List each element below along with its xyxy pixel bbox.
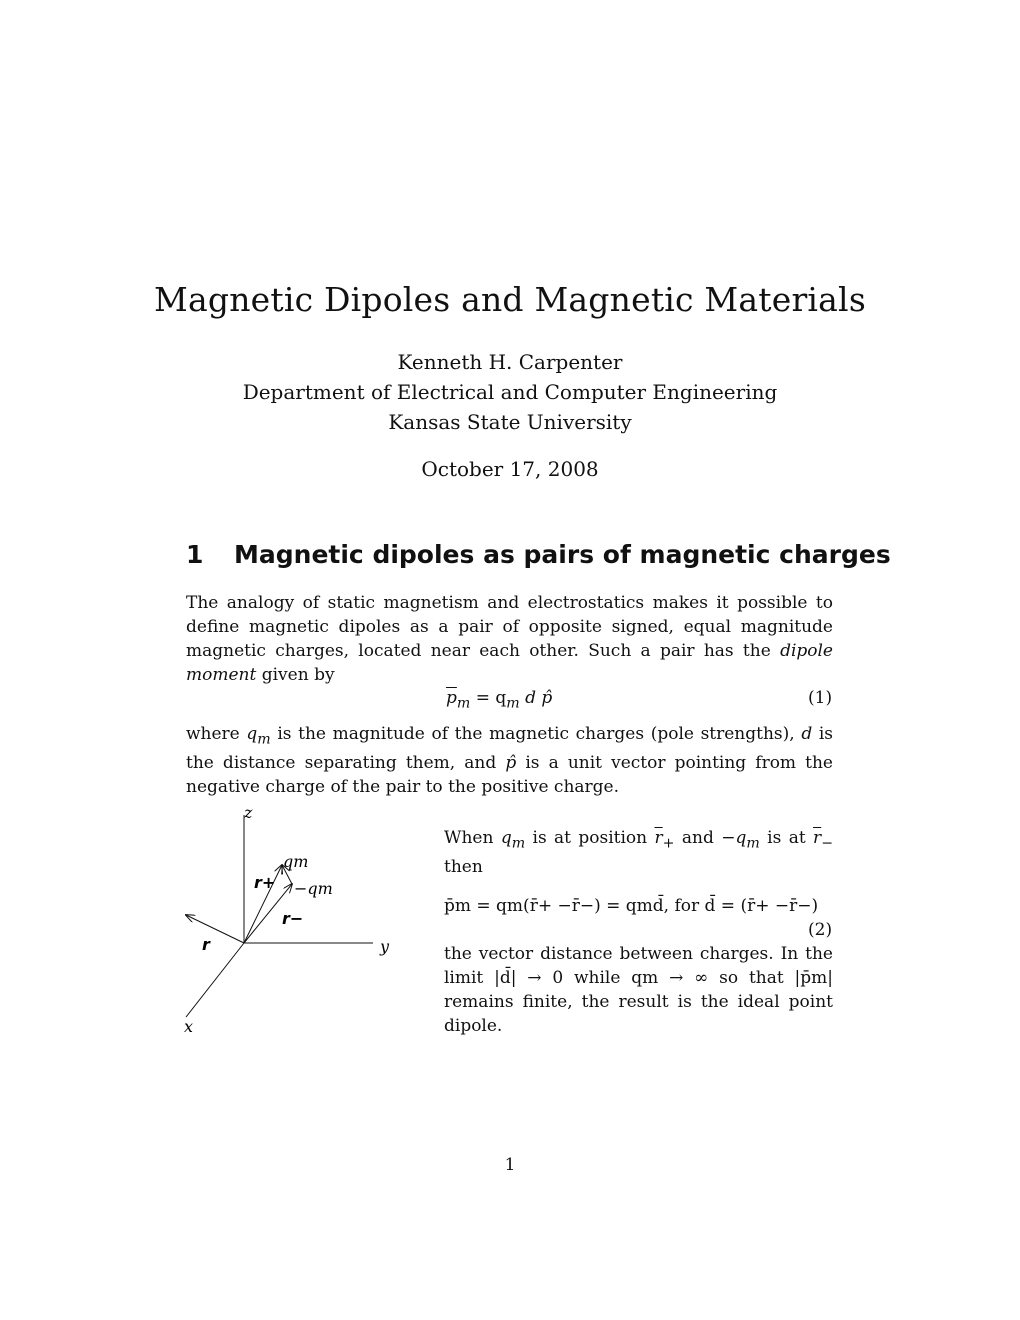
side-text-intro [444, 826, 833, 879]
def-text-3: is the distance separating them, and [186, 724, 833, 774]
side-then: then [444, 857, 483, 878]
definition-paragraph [186, 722, 833, 799]
page-number: 1 [504, 1155, 516, 1175]
def-text-1: where [186, 724, 247, 744]
side-minus-q-sub: m [746, 835, 760, 852]
minus-qm-label: −qm [294, 879, 333, 898]
r-minus-label: r− [282, 909, 304, 928]
equation-2-number: (2) [808, 920, 833, 940]
intro-text-a: The analogy of static magnetism and electrostatics makes it possible to define magnetic dipoles as a pair of opposite signed, equal magnitude magnetic charges, located near each other. Such a pair has the [186, 593, 833, 661]
eq1-rhs: = q [475, 688, 507, 708]
eq1-lhs-sub: m [456, 695, 471, 712]
author-university: Kansas State University [388, 410, 632, 434]
side-text-limit: the vector distance between charges. In the limit |d̄| → 0 while qm → ∞ so that |p̄m| remains finite, the result is the ideal point dipole. [444, 944, 833, 1036]
author-name: Kenneth H. Carpenter [397, 350, 623, 374]
eq1-lhs: $\overline{p}$ [446, 688, 457, 708]
def-q: q [246, 724, 258, 744]
side-is-at: is at position [532, 828, 648, 848]
def-q-sub: m [257, 731, 271, 748]
eq1-rhs-rest: d p̂ [519, 688, 553, 708]
def-text-4: is a unit vector pointing from the negative charge of the pair to the positive charge. [186, 753, 833, 798]
eq1-rhs-sub: m [506, 695, 520, 712]
side-q-sub: m [511, 835, 526, 852]
def-d: d [801, 724, 813, 744]
side-rplus: $\overline{r}$ [654, 828, 663, 848]
side-q: q [500, 828, 512, 848]
r-label: r [202, 935, 210, 954]
dipole-figure [180, 800, 410, 1044]
y-label: y [380, 937, 390, 956]
side-when: When [444, 828, 494, 848]
section-number: 1 [186, 540, 204, 569]
section-heading [186, 540, 891, 569]
side-is-at-2: is at [767, 828, 806, 848]
r-vector [186, 915, 244, 943]
side-minus-q: −q [721, 828, 747, 848]
z-label: z [244, 803, 253, 822]
equation-2: p̄m = qm(r̄+ −r̄−) = qmd̄, for d̄ = (r̄+ −r̄−) [444, 896, 819, 916]
def-p: p̂ [505, 753, 517, 774]
paper-title: Magnetic Dipoles and Magnetic Materials [154, 280, 866, 319]
r-plus-label: r+ [254, 873, 276, 892]
side-rminus-sub: − [821, 835, 834, 852]
x-axis [186, 943, 244, 1017]
equation-1-number: (1) [808, 688, 833, 708]
intro-text-b: given by [256, 665, 335, 685]
side-rminus: $\overline{r}$ [813, 828, 822, 848]
paper-date: October 17, 2008 [421, 457, 599, 481]
equation-1 [446, 688, 552, 711]
def-text-2: is the magnitude of the magnetic charges (pole strengths), [270, 724, 802, 744]
side-rplus-sub: + [662, 835, 675, 852]
side-and: and [681, 828, 714, 848]
dipole-diagram [180, 800, 410, 1040]
dipole-moment-term: dipole moment [186, 641, 833, 685]
qm-label: qm [283, 852, 309, 871]
x-label: x [184, 1017, 194, 1036]
intro-paragraph [186, 591, 833, 687]
section-title: Magnetic dipoles as pairs of magnetic charges [234, 540, 891, 569]
author-department: Department of Electrical and Computer Engineering [242, 380, 778, 404]
